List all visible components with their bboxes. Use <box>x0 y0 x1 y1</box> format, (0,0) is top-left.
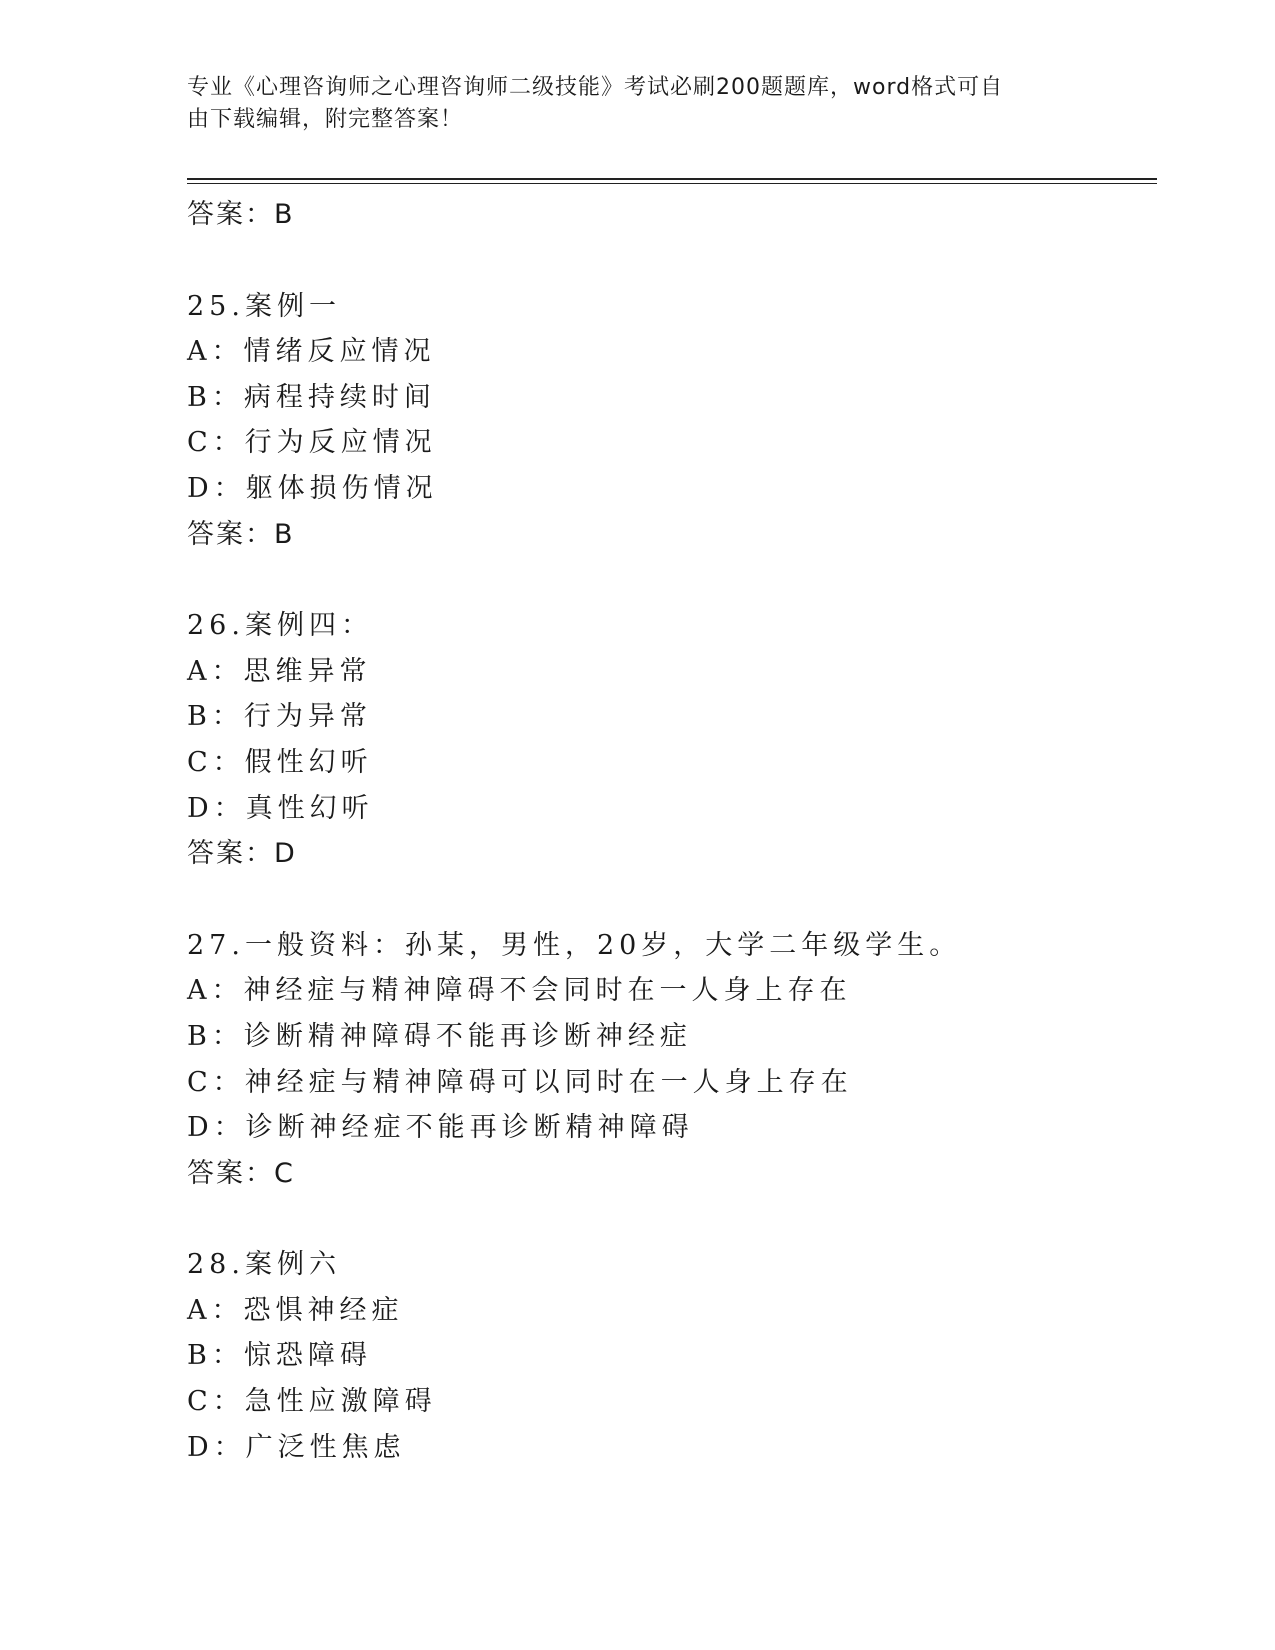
option-d: D：真性幻听 <box>187 792 374 824</box>
option-d: D：广泛性焦虑 <box>187 1431 406 1463</box>
option-c: C：假性幻听 <box>187 746 373 778</box>
question-stem: 28.案例六 <box>187 1249 341 1281</box>
answer: 答案：D <box>187 838 297 870</box>
document-header <box>187 72 1087 136</box>
question-list <box>187 192 1157 1470</box>
header-line-2: 由下载编辑，附完整答案！ <box>187 107 464 132</box>
spacer <box>187 877 1157 923</box>
spacer <box>187 557 1157 603</box>
option-b: B：行为异常 <box>187 701 372 733</box>
question-stem: 26.案例四： <box>187 610 373 642</box>
header-line-1: 专业《心理咨询师之心理咨询师二级技能》考试必刷200题题库，word格式可自 <box>187 75 1004 100</box>
option-c: C：神经症与精神障碍可以同时在一人身上存在 <box>187 1066 853 1098</box>
header-divider-thin <box>187 183 1157 184</box>
answer: 答案：B <box>187 518 295 550</box>
option-a: A：思维异常 <box>187 655 372 687</box>
option-b: B：惊恐障碍 <box>187 1340 372 1372</box>
spacer <box>187 1196 1157 1242</box>
previous-answer: 答案：B <box>187 199 295 230</box>
spacer <box>187 238 1157 284</box>
option-c: C：行为反应情况 <box>187 427 437 459</box>
option-a: A：神经症与精神障碍不会同时在一人身上存在 <box>187 975 852 1007</box>
question-stem: 25.案例一 <box>187 290 341 322</box>
option-b: B：诊断精神障碍不能再诊断神经症 <box>187 1020 692 1052</box>
option-c: C：急性应激障碍 <box>187 1386 437 1418</box>
header-divider-thick <box>187 178 1157 180</box>
option-d: D：躯体损伤情况 <box>187 472 438 504</box>
option-d: D：诊断神经症不能再诊断精神障碍 <box>187 1112 694 1144</box>
option-b: B：病程持续时间 <box>187 381 436 413</box>
answer: 答案：C <box>187 1157 295 1189</box>
question-stem: 27.一般资料：孙某，男性，20岁，大学二年级学生。 <box>187 929 962 961</box>
option-a: A：情绪反应情况 <box>187 336 436 368</box>
option-a: A：恐惧神经症 <box>187 1294 404 1326</box>
